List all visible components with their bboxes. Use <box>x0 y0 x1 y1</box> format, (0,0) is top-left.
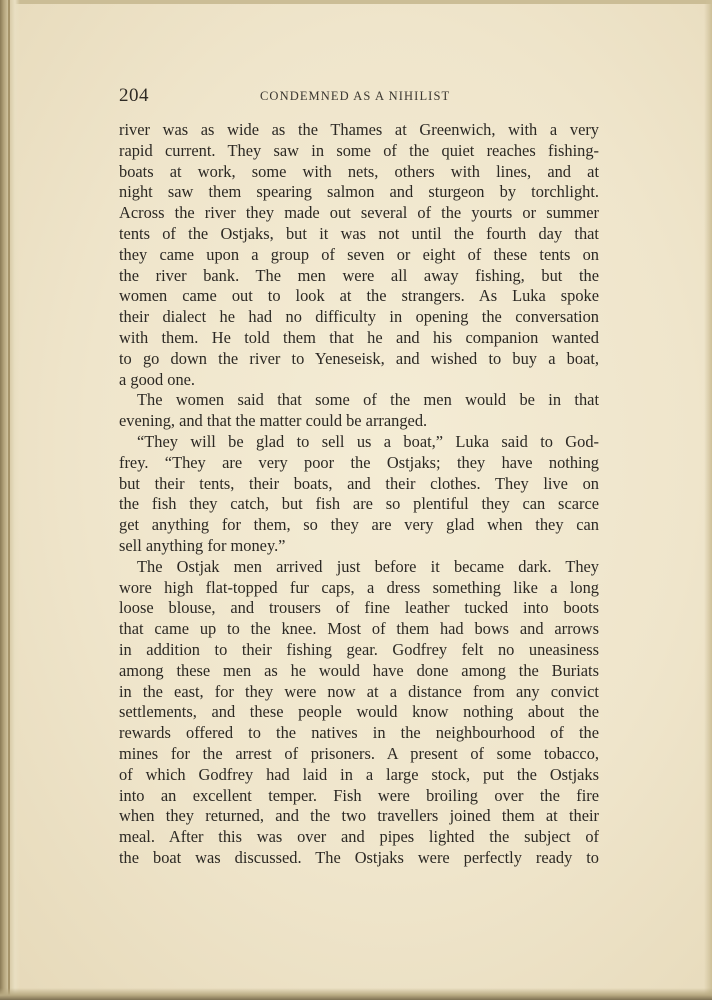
text-line: loose blouse, and trousers of fine leather tucked into boots <box>119 598 599 618</box>
text-line: their dialect he had no difficulty in opening the conversation <box>119 307 599 327</box>
page-header <box>119 85 599 107</box>
text-line: in the east, for they were now at a distance from any convict <box>119 681 599 701</box>
text-line: to go down the river to Yeneseisk, and wished to buy a boat, <box>119 348 599 368</box>
text-line: the fish they catch, but fish are so plentiful they can scarce <box>119 494 599 514</box>
text-line: wore high flat-topped fur caps, a dress something like a long <box>119 577 599 597</box>
text-line: sell anything for money.” <box>119 535 286 555</box>
text-line: in addition to their fishing gear. Godfrey felt no uneasiness <box>119 639 599 659</box>
text-line: rewards offered to the natives in the neighbourhood of the <box>119 723 599 743</box>
text-line: river was as wide as the Thames at Greenwich, with a very <box>119 120 599 139</box>
text-line: rapid current. They saw in some of the quiet reaches fishing- <box>119 140 599 160</box>
page-right-edge <box>704 0 712 1000</box>
text-line: “They will be glad to sell us a boat,” Luka said to God- <box>137 431 599 451</box>
text-line: mines for the arrest of prisoners. A present of some tobacco, <box>119 743 599 763</box>
text-line: The Ostjak men arrived just before it became dark. They <box>137 556 599 576</box>
text-line: Across the river they made out several of the yourts or summer <box>119 203 599 223</box>
text-line: among these men as he would have done among the Buriats <box>119 660 599 680</box>
text-line: that came up to the knee. Most of them had bows and arrows <box>119 619 599 639</box>
text-line: The women said that some of the men would be in that <box>137 390 599 410</box>
running-head: CONDEMNED AS A NIHILIST <box>260 89 451 103</box>
page-top-edge <box>0 0 712 4</box>
text-line: evening, and that the matter could be arranged. <box>119 411 428 431</box>
text-line: when they returned, and the two travellers joined them at their <box>119 806 599 826</box>
text-line: settlements, and these people would know nothing about the <box>119 702 599 722</box>
text-line: night saw them spearing salmon and sturgeon by torchlight. <box>119 182 599 202</box>
text-line: but their tents, their boats, and their clothes. They live on <box>119 473 599 493</box>
text-line: into an excellent temper. Fish were broiling over the fire <box>119 785 599 805</box>
text-line: frey. “They are very poor the Ostjaks; they have nothing <box>119 452 599 472</box>
text-line: of which Godfrey had laid in a large stock, put the Ostjaks <box>119 764 599 784</box>
text-line: with them. He told them that he and his companion wanted <box>119 327 599 347</box>
binding-line <box>8 0 10 1000</box>
text-line: tents of the Ostjaks, but it was not until the fourth day that <box>119 223 599 243</box>
text-line: the boat was discussed. The Ostjaks were perfectly ready to <box>119 847 599 867</box>
book-binding <box>0 0 20 1000</box>
page-bottom-edge <box>0 988 712 1000</box>
text-line: they came upon a group of seven or eight of these tents on <box>119 244 599 264</box>
body-text <box>119 120 599 869</box>
page-number: 204 <box>119 85 149 106</box>
text-line: get anything for them, so they are very glad when they can <box>119 515 599 535</box>
text-line: meal. After this was over and pipes lighted the subject of <box>119 827 599 847</box>
text-line: women came out to look at the strangers. As Luka spoke <box>119 286 599 306</box>
text-line: the river bank. The men were all away fishing, but the <box>119 265 599 285</box>
text-line: a good one. <box>119 369 196 389</box>
text-line: boats at work, some with nets, others with lines, and at <box>119 161 599 181</box>
